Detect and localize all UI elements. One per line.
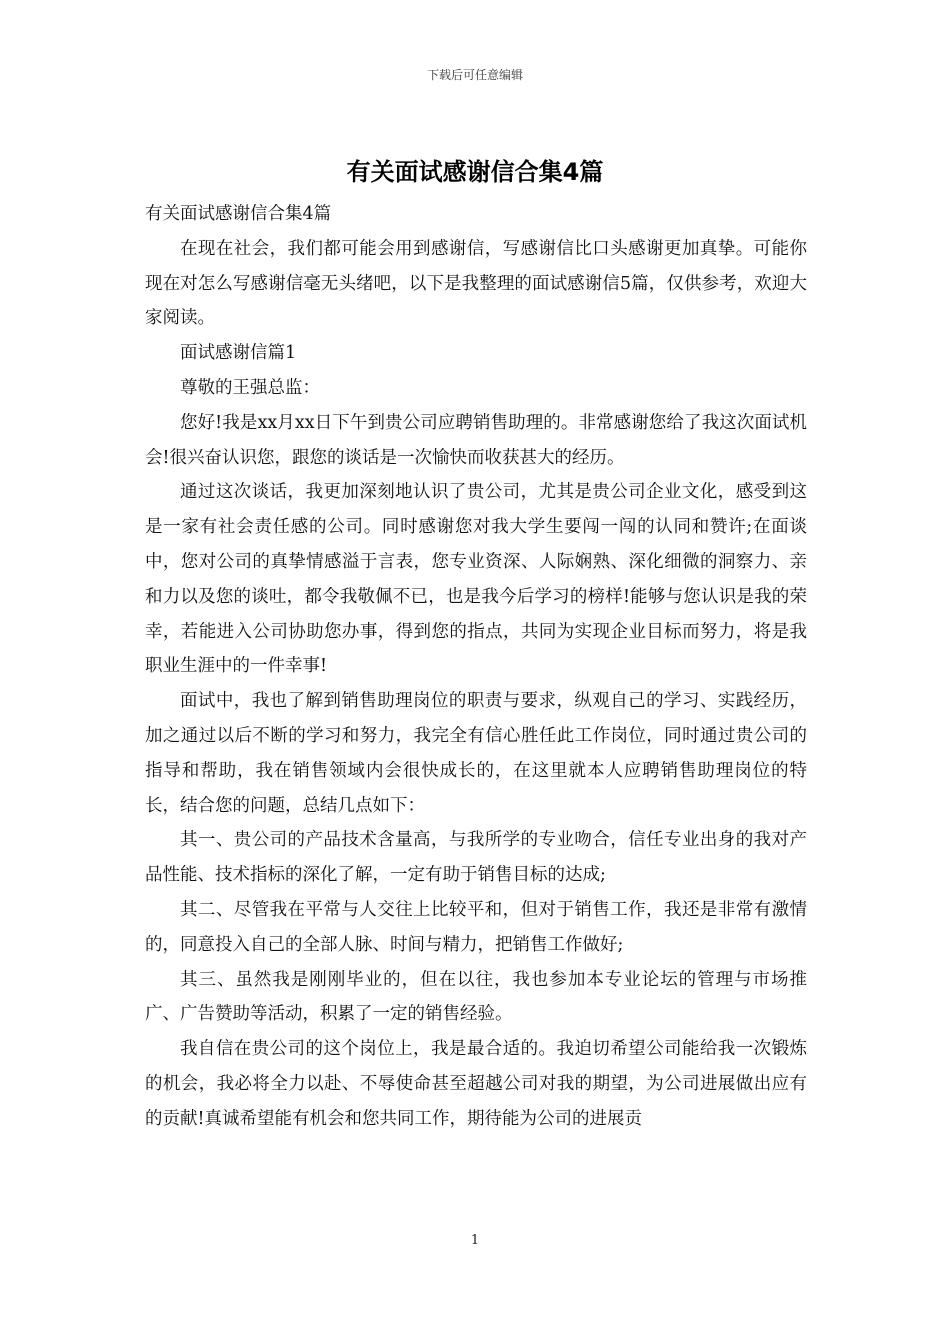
body-paragraph: 其二、尽管我在平常与人交往上比较平和，但对于销售工作，我还是非常有激情的，同意投入自己的全部人脉、时间与精力，把销售工作做好;	[145, 899, 807, 955]
body-paragraph: 面试中，我也了解到销售助理岗位的职责与要求，纵观自己的学习、实践经历，加之通过以后不断的学习和努力，我完全有信心胜任此工作岗位，同时通过贵公司的指导和帮助，我在销售领域内会很快成长的，在这里就本人应聘销售助理岗位的特长，结合您的问题，总结几点如下：	[145, 691, 807, 816]
letter-salutation: 尊敬的王强总监：	[180, 377, 320, 398]
page-number: 1	[470, 1233, 480, 1248]
header-note: 下载后可任意编辑	[426, 68, 523, 82]
document-title: 有关面试感谢信合集4篇	[346, 158, 604, 186]
body-paragraph: 通过这次谈话，我更加深刻地认识了贵公司，尤其是贵公司企业文化，感受到这是一家有社会责任感的公司。同时感谢您对我大学生要闯一闯的认同和赞许;在面谈中，您对公司的真挚情感溢于言表，您专业资深、人际娴熟、深化细微的洞察力、亲和力以及您的谈吐，都令我敬佩不已，也是我今后学习的榜样!能够与您认识是我的荣幸，若能进入公司协助您办事，得到您的指点，共同为实现企业目标而努力，将是我职业生涯中的一件幸事!	[145, 482, 807, 677]
body-paragraph: 在现在社会，我们都可能会用到感谢信，写感谢信比口头感谢更加真挚。可能你现在对怎么写感谢信毫无头绪吧，以下是我整理的面试感谢信5篇，仅供参考，欢迎大家阅读。	[145, 238, 807, 329]
body-paragraph: 我自信在贵公司的这个岗位上，我是最合适的。我迫切希望公司能给我一次锻炼的机会，我必将全力以赴、不辱使命甚至超越公司对我的期望，为公司进展做出应有的贡献!真诚希望能有机会和您共同工作，期待能为公司的进展贡	[145, 1039, 807, 1129]
body-paragraph: 其三、虽然我是刚刚毕业的，但在以往，我也参加本专业论坛的管理与市场推广、广告赞助等活动，积累了一定的销售经验。	[145, 969, 807, 1025]
document-body	[145, 197, 807, 1137]
section-heading: 面试感谢信篇1	[180, 343, 297, 364]
body-paragraph: 有关面试感谢信合集4篇	[145, 204, 332, 224]
body-paragraph: 您好!我是xx月xx日下午到贵公司应聘销售助理的。非常感谢您给了我这次面试机会!很兴奋认识您，跟您的谈话是一次愉快而收获甚大的经历。	[145, 412, 807, 468]
body-paragraph: 其一、贵公司的产品技术含量高，与我所学的专业吻合，信任专业出身的我对产品性能、技术指标的深化了解，一定有助于销售目标的达成;	[145, 830, 807, 886]
